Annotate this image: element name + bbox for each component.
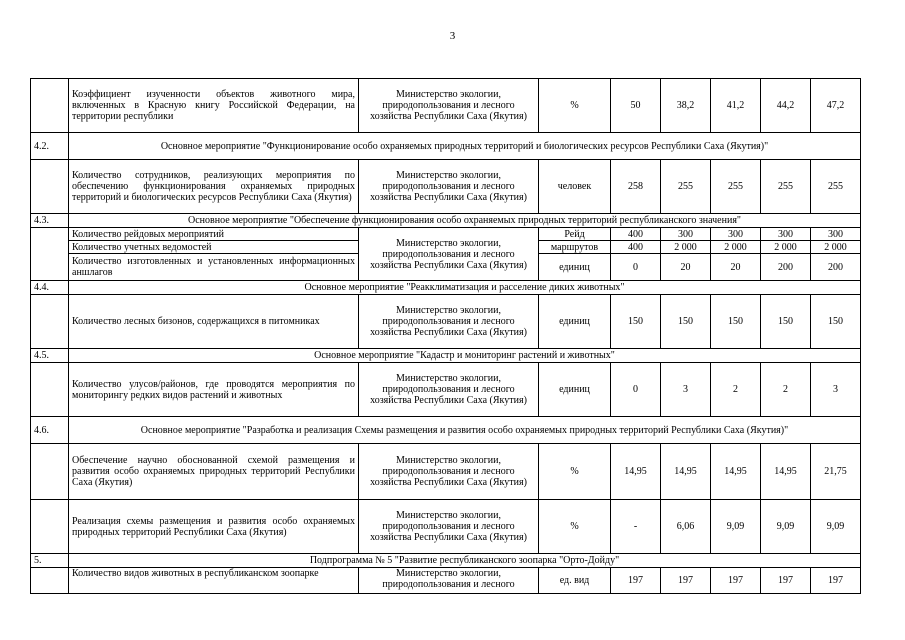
value-cell: 41,2	[711, 79, 761, 133]
value-cell: 44,2	[761, 79, 811, 133]
section-number: 4.4.	[31, 281, 69, 295]
value-cell: 197	[761, 568, 811, 594]
section-number: 4.6.	[31, 417, 69, 444]
executor-cell: Министерство экологии, природопользования и лесного хозяйства Республики Саха (Якутия)	[359, 228, 539, 281]
executor-cell: Министерство экологии, природопользования и лесного	[359, 568, 539, 594]
value-cell: 3	[811, 363, 861, 417]
value-cell: 20	[711, 254, 761, 281]
value-cell: 2	[761, 363, 811, 417]
table-row	[31, 500, 861, 554]
section-title: Основное мероприятие "Кадастр и мониторинг растений и животных"	[69, 349, 861, 363]
value-cell: 0	[611, 363, 661, 417]
value-cell: 400	[611, 228, 661, 241]
row-number-cell	[31, 228, 69, 281]
value-cell: 9,09	[811, 500, 861, 554]
unit-cell: единиц	[539, 254, 611, 281]
section-title: Основное мероприятие "Реакклиматизация и расселение диких животных"	[69, 281, 861, 295]
value-cell: 2 000	[761, 241, 811, 254]
value-cell: 9,09	[761, 500, 811, 554]
value-cell: 197	[711, 568, 761, 594]
indicator-name-cell: Обеспечение научно обоснованной схемой размещения и развития особо охраняемых природных территорий Республики Саха (Якутия)	[69, 444, 359, 500]
unit-cell: единиц	[539, 363, 611, 417]
value-cell: -	[611, 500, 661, 554]
section-number: 4.2.	[31, 133, 69, 160]
row-number-cell	[31, 568, 69, 594]
executor-cell: Министерство экологии, природопользования и лесного хозяйства Республики Саха (Якутия)	[359, 295, 539, 349]
value-cell: 14,95	[711, 444, 761, 500]
unit-cell: маршрутов	[539, 241, 611, 254]
table-row	[31, 295, 861, 349]
value-cell: 197	[811, 568, 861, 594]
value-cell: 9,09	[711, 500, 761, 554]
unit-cell: человек	[539, 160, 611, 214]
value-cell: 150	[711, 295, 761, 349]
executor-cell: Министерство экологии, природопользования и лесного хозяйства Республики Саха (Якутия)	[359, 160, 539, 214]
unit-cell: единиц	[539, 295, 611, 349]
indicator-name-cell: Количество рейдовых мероприятий	[69, 228, 359, 241]
value-cell: 197	[611, 568, 661, 594]
value-cell: 14,95	[761, 444, 811, 500]
value-cell: 258	[611, 160, 661, 214]
row-number-cell	[31, 444, 69, 500]
section-number: 4.3.	[31, 214, 69, 228]
value-cell: 47,2	[811, 79, 861, 133]
executor-cell: Министерство экологии, природопользования и лесного хозяйства Республики Саха (Якутия)	[359, 363, 539, 417]
value-cell: 50	[611, 79, 661, 133]
section-number: 4.5.	[31, 349, 69, 363]
value-cell: 21,75	[811, 444, 861, 500]
value-cell: 300	[811, 228, 861, 241]
table-row	[31, 228, 861, 241]
value-cell: 200	[761, 254, 811, 281]
indicators-table	[30, 78, 861, 594]
section-title: Основное мероприятие "Функционирование особо охраняемых природных территорий и биологических ресурсов Республики Саха (Якутия)"	[69, 133, 861, 160]
value-cell: 3	[661, 363, 711, 417]
value-cell: 14,95	[661, 444, 711, 500]
value-cell: 38,2	[661, 79, 711, 133]
table-row	[31, 79, 861, 133]
value-cell: 200	[811, 254, 861, 281]
value-cell: 14,95	[611, 444, 661, 500]
section-title: Подпрограмма № 5 "Развитие республиканского зоопарка "Орто-Дойду"	[69, 554, 861, 568]
indicator-name-cell: Количество улусов/районов, где проводятся мероприятия по мониторингу редких видов растений и животных	[69, 363, 359, 417]
value-cell: 20	[661, 254, 711, 281]
value-cell: 2	[711, 363, 761, 417]
value-cell: 197	[661, 568, 711, 594]
table-row	[31, 444, 861, 500]
row-number-cell	[31, 500, 69, 554]
page-number: 3	[449, 30, 456, 42]
section-row	[31, 417, 861, 444]
value-cell: 255	[711, 160, 761, 214]
unit-cell: %	[539, 79, 611, 133]
value-cell: 255	[661, 160, 711, 214]
indicator-name-cell: Количество видов животных в республиканском зоопарке	[69, 568, 359, 594]
value-cell: 300	[661, 228, 711, 241]
section-title: Основное мероприятие "Обеспечение функционирования особо охраняемых природных территорий республиканского значения"	[69, 214, 861, 228]
section-row	[31, 349, 861, 363]
value-cell: 255	[761, 160, 811, 214]
indicator-name-cell: Количество изготовленных и установленных информационных аншлагов	[69, 254, 359, 281]
row-number-cell	[31, 79, 69, 133]
value-cell: 150	[661, 295, 711, 349]
section-row	[31, 133, 861, 160]
value-cell: 6,06	[661, 500, 711, 554]
value-cell: 2 000	[661, 241, 711, 254]
indicator-name-cell: Коэффициент изученности объектов животного мира, включенных в Красную книгу Российской Федерации, на территории республики	[69, 79, 359, 133]
value-cell: 2 000	[711, 241, 761, 254]
value-cell: 0	[611, 254, 661, 281]
unit-cell: ед. вид	[539, 568, 611, 594]
unit-cell: %	[539, 444, 611, 500]
indicator-name-cell: Реализация схемы размещения и развития особо охраняемых природных территорий Республики Саха (Якутия)	[69, 500, 359, 554]
table-row	[31, 160, 861, 214]
value-cell: 400	[611, 241, 661, 254]
executor-cell: Министерство экологии, природопользования и лесного хозяйства Республики Саха (Якутия)	[359, 79, 539, 133]
section-row	[31, 281, 861, 295]
indicator-name-cell: Количество сотрудников, реализующих мероприятия по обеспечению функционирования охраняемых природных территорий и биологических ресурсов Республики Саха (Якутия)	[69, 160, 359, 214]
value-cell: 300	[711, 228, 761, 241]
executor-cell: Министерство экологии, природопользования и лесного хозяйства Республики Саха (Якутия)	[359, 500, 539, 554]
row-number-cell	[31, 295, 69, 349]
section-number: 5.	[31, 554, 69, 568]
row-number-cell	[31, 363, 69, 417]
section-title: Основное мероприятие "Разработка и реализация Схемы размещения и развития особо охраняемых природных территорий Республики Саха (Якутия)"	[69, 417, 861, 444]
table-row	[31, 568, 861, 594]
unit-cell: %	[539, 500, 611, 554]
executor-cell: Министерство экологии, природопользования и лесного хозяйства Республики Саха (Якутия)	[359, 444, 539, 500]
section-row	[31, 214, 861, 228]
unit-cell: Рейд	[539, 228, 611, 241]
value-cell: 150	[811, 295, 861, 349]
value-cell: 300	[761, 228, 811, 241]
value-cell: 255	[811, 160, 861, 214]
indicator-name-cell: Количество лесных бизонов, содержащихся в питомниках	[69, 295, 359, 349]
table-row	[31, 363, 861, 417]
indicator-name-cell: Количество учетных ведомостей	[69, 241, 359, 254]
row-number-cell	[31, 160, 69, 214]
value-cell: 150	[761, 295, 811, 349]
value-cell: 2 000	[811, 241, 861, 254]
value-cell: 150	[611, 295, 661, 349]
section-row	[31, 554, 861, 568]
